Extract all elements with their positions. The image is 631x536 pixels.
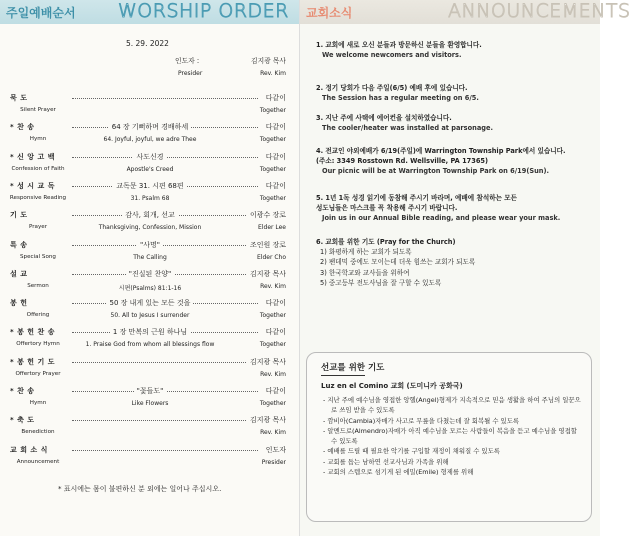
order-item [0,445,300,471]
announcement-text-en: The cooler/heater was installed at parsonage. [322,124,493,133]
order-leader-en: Rev. Kim [260,429,286,437]
order-label-en: Responsive Reading [9,194,67,201]
announcement-text: 성도님들은 마스크를 꼭 착용해 주시기 바랍니다. [316,204,458,213]
announcement-item [316,83,596,103]
order-label-ko: 특 송 [10,240,28,249]
order-item [0,210,300,236]
order-label-en: Benediction [21,429,55,436]
mission-prayer-list [323,395,583,477]
standing-note: * 표시에는 몸이 불편하신 분 외에는 일어나 주십시오. [58,485,222,493]
order-item [0,152,300,178]
order-leader: 다같이 [263,181,286,191]
order-content-text: 50 장 내게 있는 모든 것을 [107,299,194,307]
order-leader-en: Presider [261,458,286,466]
order-leader-en: Together [259,312,286,320]
order-content-en: Thanksgiving, Confession, Mission [98,224,202,232]
order-label-ko: * 봉 헌 기 도 [10,357,55,366]
leader-dots [72,450,258,451]
order-leader-en: Together [259,400,286,407]
order-leader-en: Rev. Kim [260,282,286,290]
order-item [0,122,300,148]
order-content-en: Like Flowers [131,400,169,407]
mission-prayer-item: - 깜비아(Cambia)자매가 사고로 무릎을 다쳤는데 잘 회복될 수 있도록 [323,416,520,425]
announcement-text: 3. 지난 주에 사택에 에어컨을 설치하였습니다. [316,114,452,122]
order-content [60,386,240,396]
order-content-en: 시편(Psalms) 81:1-16 [118,284,182,292]
order-item [0,386,300,412]
order-label-en: Announcement [16,458,60,465]
order-leader: 다같이 [263,122,286,132]
order-leader-en: Elder Cho [257,253,286,261]
announcement-item [316,193,596,224]
order-leader: 김지광 목사 [247,269,286,279]
order-leader: 조인원 장로 [247,240,286,250]
announcement-text: 4. 전교인 야외예배가 6/19(주일)에 Warrington Township Park에서 있습니다. [316,147,566,155]
order-content [60,210,240,220]
order-label-en: Hymn [29,400,47,406]
prayer-subitem: 5) 중고등부 전도사님을 잘 구할 수 있도록 [320,278,442,287]
mission-prayer-box [306,352,592,522]
order-content-en: 64. Joyful, joyful, we adre Thee [103,136,197,144]
order-label-ko: 묵 도 [10,94,28,102]
order-label-en: Offertory Prayer [15,370,61,377]
order-content-en: 50. All to Jesus I surrender [110,312,190,320]
prayer-subitem: 3) 한국학교와 교사들을 위하여 [320,268,410,277]
order-item [0,298,300,324]
order-content [60,122,240,132]
mission-prayer-item: - 지난 주에 예수님을 영접한 앙헬(Angel)형제가 지속적으로 믿음 생활을 하여 주님의 일꾼으로 쓰임 받을 수 있도록 [323,396,581,415]
order-label-ko: * 신 앙 고 백 [10,152,55,161]
order-content-text: 사도신경 [133,153,166,161]
announcement-text-en: Join us in our Annual Bible reading, and please wear your mask. [322,214,561,223]
order-content-text: 교독문 31. 시편 68편 [113,182,186,190]
order-content-text: "진실된 찬양" [126,270,174,278]
order-leader: 인도자 [263,445,286,455]
order-leader-en: Rev. Kim [260,370,286,378]
order-label-ko: * 찬 송 [10,387,35,395]
order-content [60,298,240,308]
order-content-en: 31. Psalm 68 [130,194,170,202]
order-leader: 김지광 목사 [247,415,286,425]
prayer-subitem: 2) 팬데믹 중에도 모이는데 더욱 힘쓰는 교회가 되도록 [320,258,476,267]
mission-prayer-item: - 교회의 스텝으로 섬기게 된 에밀(Emile) 형제를 위해 [323,467,474,476]
announcement-item [316,146,596,177]
mission-prayer-item: - 예배를 드릴 때 필요한 악기를 구입할 재정이 채워질 수 있도록 [323,447,500,456]
order-label-ko: * 찬 송 [10,123,35,132]
mission-prayer-item: - 알멘드로(Almendro)자매가 아직 예수님을 모르는 사람들이 복음을 듣고 예수님을 영접할 수 있도록 [323,426,577,445]
order-leader-en: Together [259,107,286,114]
order-label-en: Offertory Hymn [16,341,60,348]
order-content-text: 64 장 기뻐하며 경배하세 [109,123,191,131]
mission-title: 선교를 위한 기도 [321,363,385,373]
worship-order-page [0,0,300,536]
announcement-text-en: We welcome newcomers and visitors. [322,51,462,60]
order-content-text: 감사, 회개, 선교 [122,211,177,219]
order-leader: 다같이 [263,327,286,337]
leader-dots [72,98,258,99]
presider-label-en: Presider [178,70,203,77]
mission-church: Luz en el Comino 교회 (도미니카 공화국) [321,382,463,390]
order-item [0,357,300,383]
order-leader-en: Together [259,341,286,349]
presider-label: 인도자 : [175,57,200,65]
order-label-en: Confession of Faith [11,165,65,172]
order-content [60,152,240,162]
service-date: 5. 29. 2022 [126,39,169,48]
announcement-text: (주소: 3349 Rosstown Rd. Wellsville, PA 17365) [316,157,489,166]
order-item [0,181,300,207]
leader-dots [72,420,258,421]
order-label-en: Prayer [28,224,48,231]
announcement-item [316,113,596,133]
announcement-text: 5. 1년 1독 성경 읽기에 동참해 주시기 바라며, 예배에 참석하는 모든 [316,194,517,202]
order-content-en: The Calling [133,253,167,261]
order-content [60,327,240,337]
prayer-subitem: 1) 화평하게 하는 교회가 되도록 [320,248,412,257]
header-title-ko: 주일예배순서 [6,6,76,20]
order-content [60,240,240,250]
order-content [60,269,240,279]
announcement-item [316,237,596,288]
order-label-en: Silent Prayer [20,107,56,113]
order-leader-en: Together [259,136,286,144]
order-content-text: "꽃들도" [134,387,167,395]
mission-title-underline [321,375,365,376]
announcement-text: 6. 교회를 위한 기도 (Pray for the Church) [316,238,456,246]
order-label-ko: 설 교 [10,269,28,278]
order-item [0,93,300,119]
order-item [0,415,300,441]
order-leader: 다같이 [263,298,286,308]
order-label-ko: 기 도 [10,211,28,220]
announcement-text: 2. 정기 당회가 다음 주일(6/5) 예배 후에 있습니다. [316,84,468,92]
announcement-text: 1. 교회에 새로 오신 분들과 방문하신 분들을 환영합니다. [316,41,482,49]
leader-dots [72,362,258,363]
order-leader: 다같이 [263,93,286,103]
announcement-text-en: The Session has a regular meeting on 6/5. [322,94,479,103]
mission-prayer-item: - 교회를 돕는 남하연 선교사님과 가족을 위해 [323,457,449,466]
order-leader-en: Elder Lee [258,224,286,232]
order-leader: 김지광 목사 [247,357,286,367]
order-item [0,327,300,353]
worship-order-header [0,0,299,24]
order-label-ko: * 봉 헌 찬 송 [10,328,55,337]
order-label-ko: * 성 시 교 독 [10,181,55,190]
order-leader: 다같이 [263,386,286,396]
order-leader: 다같이 [263,152,286,162]
order-leader: 이광수 장로 [247,210,286,220]
order-content-text: "사명" [137,241,163,249]
presider-name-en: Rev. Kim [260,70,286,77]
order-content-text: 1 장 만복의 근원 하나님 [110,328,190,336]
order-label-ko: 봉 헌 [10,299,28,308]
announcements-header [300,0,631,24]
header-title-ko: 교회소식 [306,6,353,20]
order-content-en: Apostle's Creed [126,165,174,173]
header-title-en: ANNOUNCEMENTS [448,0,631,22]
order-label-ko: * 축 도 [10,416,35,425]
order-item [0,269,300,295]
announcement-text-en: Our picnic will be at Warrington Township Park on 6/19(Sun). [322,167,550,176]
order-label-en: Sermon [27,282,49,289]
order-label-en: Special Song [19,253,56,260]
announcement-item [316,40,596,60]
order-leader-en: Together [259,165,286,173]
order-label-ko: 교 회 소 식 [10,445,48,454]
order-leader-en: Together [259,194,286,202]
presider-name: 김지광 목사 [251,57,286,65]
order-content-en: 1. Praise God from whom all blessings flow [85,341,215,349]
order-content [60,181,240,191]
order-label-en: Offering [26,312,50,319]
header-title-en: WORSHIP ORDER [118,0,289,22]
order-label-en: Hymn [29,136,47,143]
order-item [0,240,300,266]
